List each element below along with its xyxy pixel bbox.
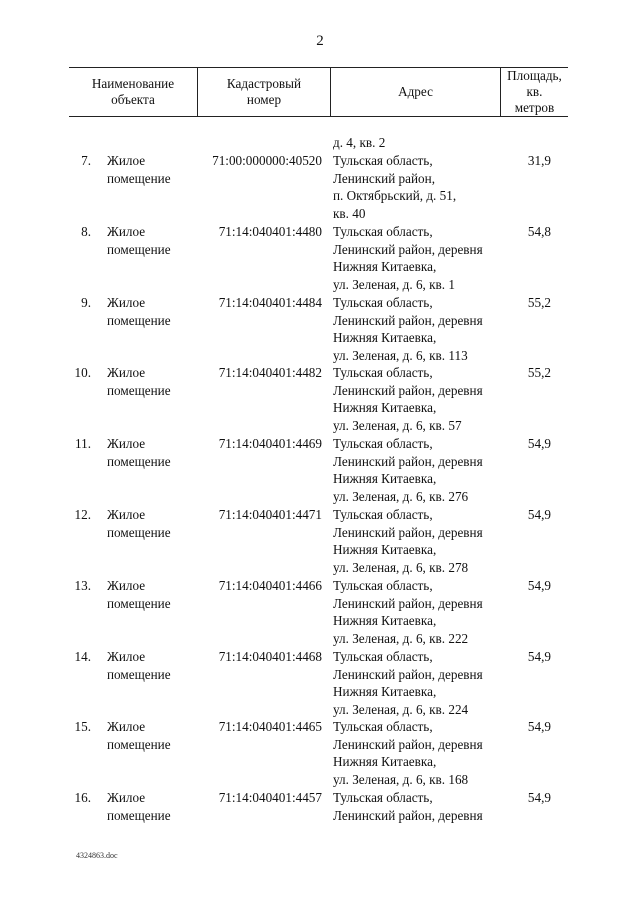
object-name: Жилое помещение (107, 365, 171, 398)
cadastral-number: 71:14:040401:4482 (218, 365, 322, 380)
row-number: 8. (81, 224, 91, 239)
header-cadastral: Кадастровый номер (226, 75, 302, 107)
area-value: 54,9 (527, 719, 551, 734)
cadastral-number: 71:14:040401:4465 (218, 719, 322, 734)
row-number: 11. (75, 436, 91, 451)
file-footer: 4324863.doc (76, 851, 118, 860)
cadastral-number: 71:14:040401:4484 (218, 295, 322, 310)
object-name: Жилое помещение (107, 719, 171, 752)
header-name: Наименование объекта (91, 75, 175, 107)
address: Тульская область, Ленинский район, деревня Нижняя Китаевка, ул. Зеленая, д. 6, кв. 57 (333, 365, 483, 433)
row-number: 12. (74, 507, 91, 522)
area-value: 55,2 (527, 365, 551, 380)
row-number: 9. (81, 295, 91, 310)
area-value: 54,9 (527, 436, 551, 451)
object-name: Жилое помещение (107, 153, 171, 186)
object-name: Жилое помещение (107, 436, 171, 469)
address: Тульская область, Ленинский район, деревня Нижняя Китаевка, ул. Зеленая, д. 6, кв. 224 (333, 649, 483, 717)
cadastral-number: 71:14:040401:4471 (218, 507, 322, 522)
address: Тульская область, Ленинский район, деревня Нижняя Китаевка, ул. Зеленая, д. 6, кв. 222 (333, 578, 483, 646)
area-value: 54,9 (527, 507, 551, 522)
area-value: 54,8 (527, 224, 551, 239)
header-bottom-rule (69, 116, 568, 117)
area-value: 54,9 (527, 578, 551, 593)
area-value: 31,9 (527, 153, 551, 168)
row-number: 15. (74, 719, 91, 734)
row-number: 14. (74, 649, 91, 664)
cadastral-number: 71:00:000000:40520 (212, 153, 322, 168)
object-name: Жилое помещение (107, 649, 171, 682)
area-value: 54,9 (527, 790, 551, 805)
cadastral-number: 71:14:040401:4469 (218, 436, 322, 451)
cadastral-number: 71:14:040401:4466 (218, 578, 322, 593)
area-value: 54,9 (527, 649, 551, 664)
cadastral-number: 71:14:040401:4468 (218, 649, 322, 664)
address: Тульская область, Ленинский район, деревня (333, 790, 483, 823)
address: Тульская область, Ленинский район, п. Октябрьский, д. 51, кв. 40 (333, 153, 457, 221)
address: Тульская область, Ленинский район, деревня Нижняя Китаевка, ул. Зеленая, д. 6, кв. 168 (333, 719, 483, 787)
header-area: Площадь, кв. метров (507, 67, 562, 115)
object-name: Жилое помещение (107, 578, 171, 611)
row-number: 10. (74, 365, 91, 380)
object-name: Жилое помещение (107, 507, 171, 540)
address: Тульская область, Ленинский район, деревня Нижняя Китаевка, ул. Зеленая, д. 6, кв. 113 (333, 295, 483, 363)
row-number: 16. (74, 790, 91, 805)
row-number: 13. (74, 578, 91, 593)
page-number: 2 (316, 33, 324, 49)
address: Тульская область, Ленинский район, деревня Нижняя Китаевка, ул. Зеленая, д. 6, кв. 278 (333, 507, 483, 575)
cadastral-number: 71:14:040401:4457 (218, 790, 322, 805)
object-name: Жилое помещение (107, 295, 171, 328)
address: Тульская область, Ленинский район, деревня Нижняя Китаевка, ул. Зеленая, д. 6, кв. 1 (333, 224, 483, 292)
object-name: Жилое помещение (107, 224, 171, 257)
object-name: Жилое помещение (107, 790, 171, 823)
cadastral-number: 71:14:040401:4480 (218, 224, 322, 239)
row-number: 7. (81, 153, 91, 168)
continued-address: д. 4, кв. 2 (333, 135, 386, 150)
header-address: Адрес (398, 83, 433, 99)
area-value: 55,2 (527, 295, 551, 310)
address: Тульская область, Ленинский район, деревня Нижняя Китаевка, ул. Зеленая, д. 6, кв. 276 (333, 436, 483, 504)
